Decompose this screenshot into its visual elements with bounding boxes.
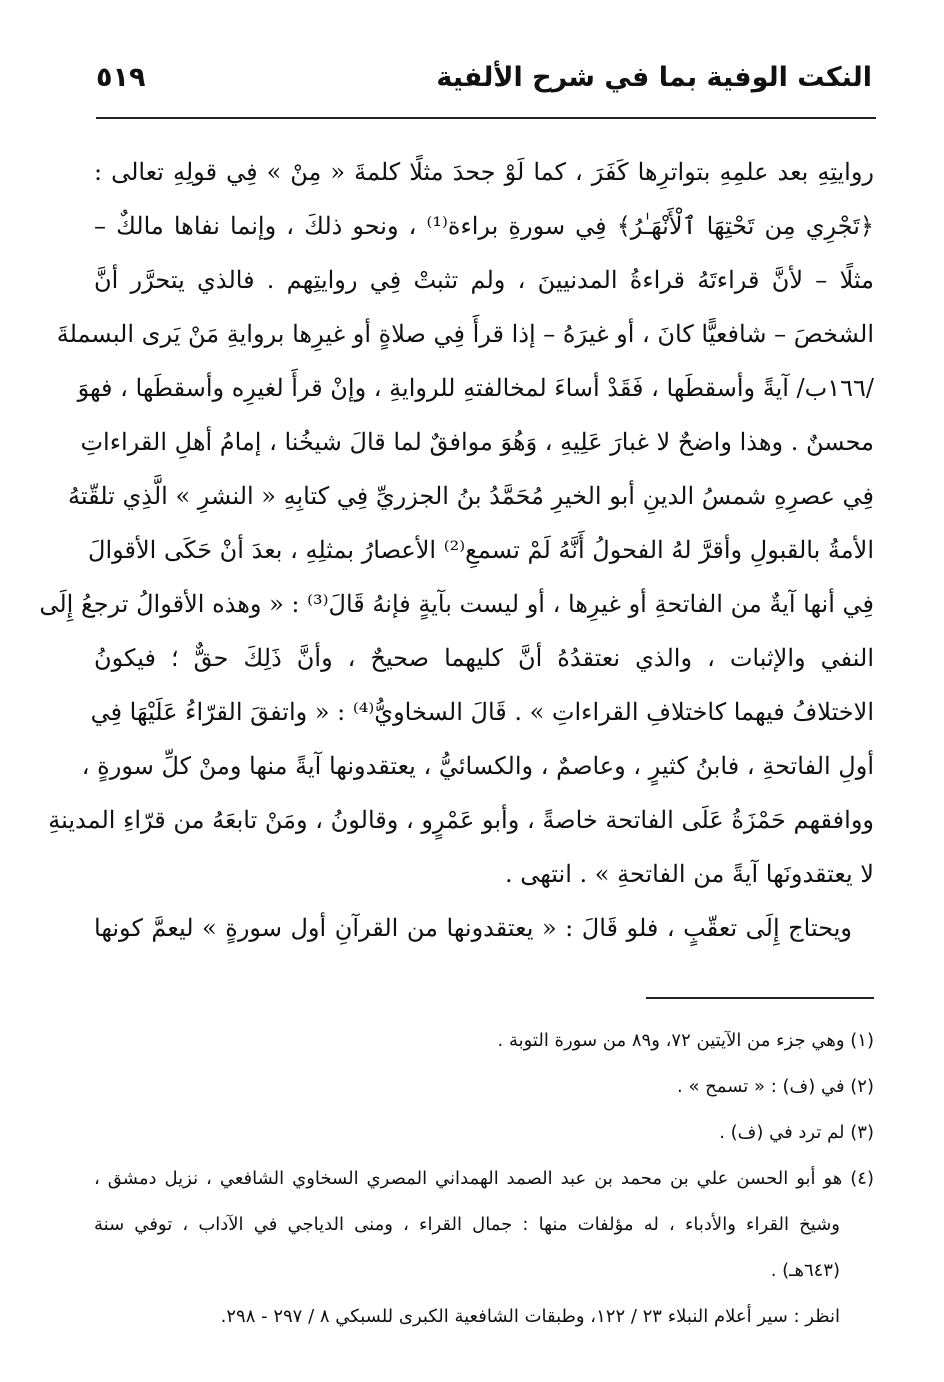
- main-text: [39, 145, 874, 955]
- body-line: محسنٌ . وهذا واضحٌ لا غبارَ عَلِيهِ ، وَهُوَ موافقٌ لما قالَ شيخُنا ، إمامُ أهلِ القراءاتِ: [80, 428, 874, 456]
- body-line: روايتِهِ بعد علمِهِ بتواترِها كَفَرَ ، كما لَوْ جحدَ مثلًا كلمةَ « مِنْ » فِي قولِهِ تعالى :: [94, 158, 874, 186]
- footnote-line: (١) وهي جزء من الآيتين ٧٢، و٨٩ من سورة التوبة .: [497, 1030, 874, 1051]
- body-line: ويحتاج إِلَى تعقّبٍ ، فلو قَالَ : « يعتقدونها من القرآنِ أول سورةٍ » ليعمَّ كونها: [94, 914, 852, 942]
- body-line: مثلًا – لأنَّ قراءتَهُ قراءةُ المدنيينَ ، ولم تثبتْ فِي روايتِهم . فالذي يتحرَّر أنَّ: [94, 266, 874, 294]
- body-line: الأمةُ بالقبولِ وأقرَّ لهُ الفحولُ أَنَّهُ لَمْ تسمعِ⁽²⁾ الأعصارُ بمثلِهِ ، بعدَ أنْ حَكَى الأقوالَ: [88, 536, 874, 564]
- body-line: /١٦٦ب/ آيةً وأسقطَها ، فَقَدْ أساءَ لمخالفتهِ للروايةِ ، وإنْ قرأَ لغيرِه وأسقطَها ، فهوَ: [77, 374, 874, 402]
- header-divider: [96, 117, 876, 119]
- footnote-line: (٦٤٣هـ) .: [770, 1260, 840, 1281]
- body-line: فِي عصرِهِ شمسُ الدينِ أبو الخيرِ مُحَمَّدُ بنُ الجزريِّ فِي كتابِهِ « النشرِ » الَّذِي تلقّتهُ: [67, 482, 874, 510]
- footnote-line: (٤) هو أبو الحسن علي بن محمد بن عبد الصمد الهمداني المصري السخاوي الشافعي ، نزيل دمشق ،: [94, 1168, 874, 1189]
- footnote-line: (٣) لم ترد في (ف) .: [719, 1122, 874, 1143]
- page-number: ٥١٩: [96, 62, 146, 93]
- footnotes: [94, 1018, 874, 1340]
- body-line: ﴿تَجْرِي مِن تَحْتِهَا ٱلْأَنْهَـٰرُ﴾ فِي سورةِ براءة⁽¹⁾ ، ونحو ذلكَ ، وإنما نفاها مالكٌ –: [94, 212, 874, 240]
- body-line: الشخصَ – شافعيًّا كانَ ، أو غيرَهُ – إذا قرأَ فِي صلاةٍ أو غيرِها بروايةِ مَنْ يَرى البسملةَ: [56, 320, 874, 348]
- body-line: أولِ الفاتحةِ ، فابنُ كثيرٍ ، وعاصمٌ ، والكسائيُّ ، يعتقدونها آيةً منها ومنْ كلِّ سورةٍ ،: [81, 752, 874, 780]
- running-header-title: النكت الوفية بما في شرح الألفية: [436, 62, 872, 93]
- body-line: الاختلافُ فيهما كاختلافِ القراءاتِ » . قَالَ السخاويُّ⁽⁴⁾ : « واتفقَ القرّاءُ عَلَيْهَا فِي: [90, 698, 874, 726]
- footnote-line: انظر : سير أعلام النبلاء ٢٣ / ١٢٢، وطبقات الشافعية الكبرى للسبكي ٨ / ٢٩٧ - ٢٩٨.: [220, 1306, 840, 1327]
- body-line: النفي والإثبات ، والذي نعتقدُهُ أنَّ كليهما صحيحٌ ، وأنَّ ذَلِكَ حقٌّ ؛ فيكونُ: [94, 644, 874, 672]
- body-line: فِي أنها آيةٌ من الفاتحةِ أو غيرِها ، أو ليست بآيةٍ فإنهُ قَالَ⁽³⁾ : « وهذه الأقوالُ ترجعُ إِلَى: [39, 590, 874, 618]
- body-line: ووافقهم حَمْزَةُ عَلَى الفاتحة خاصةً ، وأبو عَمْرٍو ، وقالونُ ، ومَنْ تابعَهُ من قرّاءِ المدينةِ: [48, 806, 874, 834]
- footnote-line: وشيخ القراء والأدباء ، له مؤلفات منها : جمال القراء ، ومنى الدياجي في الآداب ، توفي سنة: [94, 1214, 840, 1235]
- footnote-line: (٢) في (ف) : « تسمح » .: [677, 1076, 874, 1097]
- footnote-divider: [646, 997, 874, 999]
- body-line: لا يعتقدونَها آيةً من الفاتحةِ » . انتهى .: [504, 860, 874, 888]
